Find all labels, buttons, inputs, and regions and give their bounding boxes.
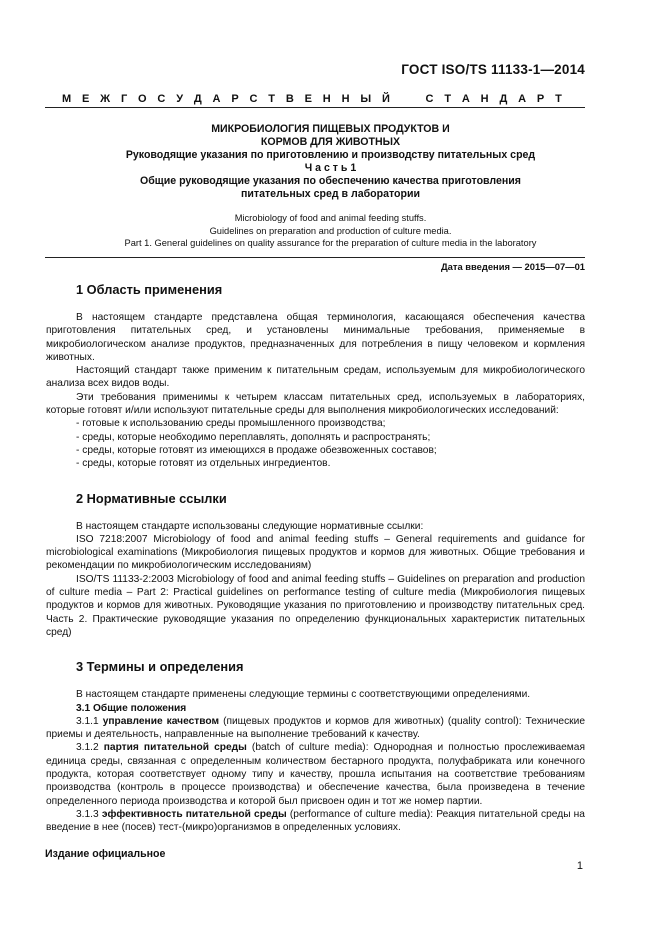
title-line: КОРМОВ ДЛЯ ЖИВОТНЫХ xyxy=(260,136,401,148)
title-line: МИКРОБИОЛОГИЯ ПИЩЕВЫХ ПРОДУКТОВ И xyxy=(211,123,450,135)
label-letter: У xyxy=(176,93,184,105)
label-letter: Ы xyxy=(360,93,372,105)
paragraph: Настоящий стандарт также применим к питательным средам, используемым для микробиологического анализа всех видов воды. xyxy=(46,365,585,390)
label-letter: О xyxy=(138,93,147,105)
subtitle-line: питательных сред в лаборатории xyxy=(241,188,420,200)
document-body xyxy=(46,282,585,855)
section-heading: 1 Область применения xyxy=(76,282,223,297)
label-letter: Г xyxy=(120,93,128,105)
part-label: Ч а с т ь 1 xyxy=(304,162,357,174)
label-letter: А xyxy=(212,93,221,105)
paragraph: В настоящем стандарте представлена общая терминология, касающаяся обеспечения качества приготовления питательных сред, и установлены минимальные требования, применяемые в микробиологическом анализе продуктов, предназначенных для потребления в пищу человеком и кормления животных. xyxy=(46,312,585,363)
reference-item: ISO 7218:2007 Microbiology of food and animal feeding stuffs – General requirements and guidance for microbiological examinations (Микробиология пищевых продуктов и кормов для животных. Общие требования и рекомендации по микробиологическим исследованиям) xyxy=(46,533,585,572)
label-letter: В xyxy=(285,93,294,105)
header-divider xyxy=(45,107,585,108)
section-heading: 3 Термины и определения xyxy=(76,659,244,675)
label-letter: Ж xyxy=(100,93,111,105)
paragraph: В настоящем стандарте использованы следующие нормативные ссылки: xyxy=(76,520,424,532)
label-letter: А xyxy=(518,93,527,105)
list-item: - среды, которые готовят из отдельных ингредиентов. xyxy=(76,458,331,470)
english-title xyxy=(80,212,581,250)
subtitle-line: Руководящие указания по приготовлению и производству питательных сред xyxy=(125,149,536,161)
standard-number: ГОСТ ISO/TS 11133-1—2014 xyxy=(401,62,585,77)
label-letter: Е xyxy=(304,93,312,105)
introduction-date: Дата введения — 2015—07—01 xyxy=(440,261,585,272)
label-letter: Н xyxy=(341,93,350,105)
label-letter: Д xyxy=(499,93,508,105)
section-scope xyxy=(46,282,585,471)
term-number: 3.1.1 xyxy=(76,715,103,727)
page-number: 1 xyxy=(576,860,583,872)
label-letter: С xyxy=(249,93,258,105)
label-letter: С xyxy=(425,93,434,105)
definition: (batch of culture media): Однородная и полностью прослеживаемая единица среды, связанная с определенным количеством бестарного продукта, полуфабриката или конечного продукта, которая соответствует одному типу и качеству, прошла испытания на соответствие требованиям производства (контроль в процессе производства) и обеспечение качества, была произведена в течение определенного периода производства и которой был присвоен один и тот же номер партии. xyxy=(46,742,585,807)
section-heading: 2 Нормативные ссылки xyxy=(76,490,227,506)
title-divider xyxy=(45,257,585,258)
term-number: 3.1.3 xyxy=(76,808,102,820)
definition: (пищевых продуктов и кормов для животных) (quality control): Технические приемы и деятельность, направленные на выполнение требований к качеству. xyxy=(46,715,585,741)
paragraph: В настоящем стандарте применены следующие термины с соответствующими определениями. xyxy=(76,689,531,701)
reference-item: ISO/TS 11133-2:2003 Microbiology of food and animal feeding stuffs – Guidelines on preparation and production of culture media – Part 2: Practical guidelines on performance testing of culture media (Микробиология пищевых продуктов и кормов для животных. Руководящие указания по приготовлению и производству питательных сред. Часть 2. Практические руководящие указания по определению функциональных характеристик питательных сред) xyxy=(46,573,585,638)
section-normative-references xyxy=(46,491,585,640)
term-number: 3.1.2 xyxy=(76,742,104,754)
subsection-heading: 3.1 Общие положения xyxy=(76,702,187,714)
term: эффективность питательной среды xyxy=(101,808,287,820)
subtitle-line: Общие руководящие указания по обеспечению качества приготовления xyxy=(140,175,521,187)
official-edition-label: Издание официальное xyxy=(45,848,166,860)
label-letter: Р xyxy=(536,93,545,105)
term: управление качеством xyxy=(102,715,220,727)
english-title-line: Guidelines on preparation and production of culture media. xyxy=(209,225,452,236)
paragraph: Эти требования применимы к четырем классам питательных сред, используемых в лабораториях, которые готовят и/или используют питательные среды для выполнения микробиологических исследований: xyxy=(46,391,585,417)
term: партия питательной среды xyxy=(103,742,247,754)
interstate-standard-label xyxy=(62,93,562,105)
term-definition xyxy=(46,715,585,742)
label-letter: Н xyxy=(322,93,331,105)
label-letter: А xyxy=(461,93,470,105)
label-letter: Т xyxy=(555,93,562,105)
label-letter: Т xyxy=(268,93,276,105)
list-item: - готовые к использованию среды промышленного производства; xyxy=(76,418,386,430)
label-letter: Р xyxy=(231,93,239,105)
label-letter: Д xyxy=(193,93,202,105)
label-letter: Т xyxy=(444,93,452,105)
label-letter: Е xyxy=(82,93,90,105)
definition: (performance of culture media): Реакция питательной среды на введение в нее (посев) тест-(микро)организмов в определенных условиях. xyxy=(46,808,585,834)
term-definition xyxy=(46,808,585,835)
label-letter: Н xyxy=(480,93,489,105)
section-terms xyxy=(46,659,585,834)
label-letter: М xyxy=(62,93,72,105)
label-letter: Й xyxy=(381,93,390,105)
english-title-line: Microbiology of food and animal feeding stuffs. xyxy=(234,213,427,223)
term-definition xyxy=(46,741,585,807)
english-title-line: Part 1. General guidelines on quality assurance for the preparation of culture media in the laboratory xyxy=(124,238,537,248)
list-item: - среды, которые необходимо переплавлять, дополнять и распространять; xyxy=(76,431,431,443)
label-letter: С xyxy=(157,93,166,105)
title-block xyxy=(80,123,581,250)
list-item: - среды, которые готовят из имеющихся в продаже обезвоженных составов; xyxy=(76,444,437,456)
